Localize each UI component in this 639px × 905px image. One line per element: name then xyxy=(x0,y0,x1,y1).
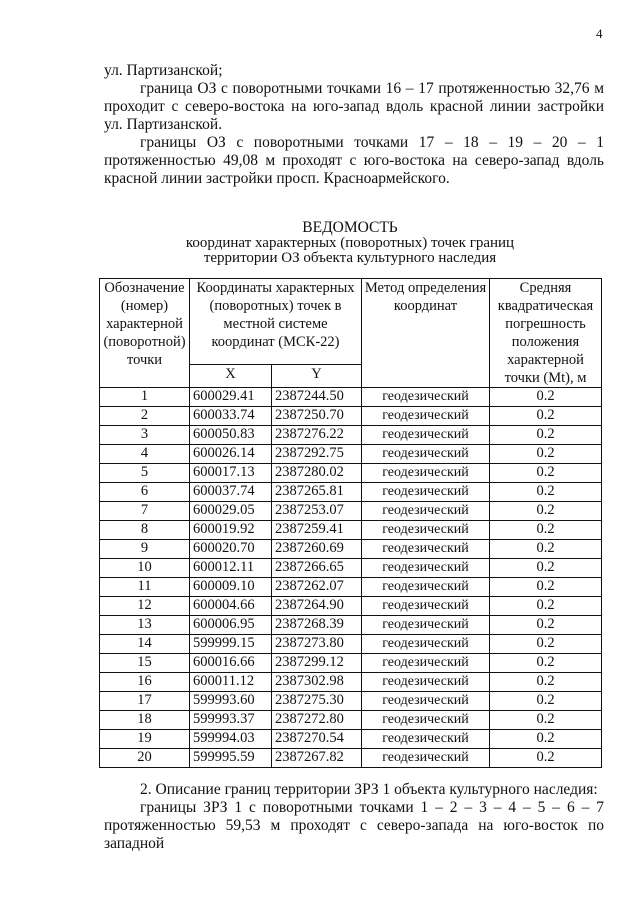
cell-y: 2387275.30 xyxy=(272,692,362,711)
cell-x: 599995.59 xyxy=(190,749,272,768)
cell-x: 600029.05 xyxy=(190,502,272,521)
cell-method: геодезический xyxy=(362,730,490,749)
cell-y: 2387262.07 xyxy=(272,578,362,597)
cell-point: 20 xyxy=(100,749,190,768)
cell-x: 600033.74 xyxy=(190,407,272,426)
table-row xyxy=(100,635,602,654)
cell-point: 10 xyxy=(100,559,190,578)
cell-x: 600037.74 xyxy=(190,483,272,502)
cell-method: геодезический xyxy=(362,559,490,578)
cell-y: 2387276.22 xyxy=(272,426,362,445)
page-number: 4 xyxy=(596,26,603,41)
cell-error: 0.2 xyxy=(490,597,602,616)
cell-x: 600012.11 xyxy=(190,559,272,578)
table-row xyxy=(100,597,602,616)
cell-error: 0.2 xyxy=(490,654,602,673)
cell-x: 600026.14 xyxy=(190,445,272,464)
cell-y: 2387265.81 xyxy=(272,483,362,502)
cell-x: 599999.15 xyxy=(190,635,272,654)
cell-x: 599994.03 xyxy=(190,730,272,749)
cell-y: 2387272.80 xyxy=(272,711,362,730)
cell-point: 12 xyxy=(100,597,190,616)
cell-point: 15 xyxy=(100,654,190,673)
cell-point: 7 xyxy=(100,502,190,521)
cell-error: 0.2 xyxy=(490,445,602,464)
cell-method: геодезический xyxy=(362,407,490,426)
cell-error: 0.2 xyxy=(490,730,602,749)
cell-x: 600006.95 xyxy=(190,616,272,635)
cell-point: 1 xyxy=(100,388,190,407)
statement-title: ВЕДОМОСТЬ xyxy=(302,219,398,236)
coordinates-table xyxy=(99,278,602,768)
cell-x: 600004.66 xyxy=(190,597,272,616)
cell-y: 2387266.65 xyxy=(272,559,362,578)
table-row xyxy=(100,578,602,597)
table-row xyxy=(100,464,602,483)
table-row xyxy=(100,616,602,635)
cell-x: 600016.66 xyxy=(190,654,272,673)
cell-y: 2387259.41 xyxy=(272,521,362,540)
cell-method: геодезический xyxy=(362,673,490,692)
statement-subtitle-2: территории ОЗ объекта культурного наследия xyxy=(203,250,497,266)
cell-error: 0.2 xyxy=(490,635,602,654)
table-row xyxy=(100,502,602,521)
cell-y: 2387302.98 xyxy=(272,673,362,692)
cell-y: 2387253.07 xyxy=(272,502,362,521)
cell-error: 0.2 xyxy=(490,388,602,407)
cell-x: 600009.10 xyxy=(190,578,272,597)
cell-point: 14 xyxy=(100,635,190,654)
cell-error: 0.2 xyxy=(490,578,602,597)
cell-error: 0.2 xyxy=(490,616,602,635)
cell-point: 3 xyxy=(100,426,190,445)
table-row xyxy=(100,388,602,407)
cell-method: геодезический xyxy=(362,578,490,597)
cell-x: 600029.41 xyxy=(190,388,272,407)
cell-error: 0.2 xyxy=(490,711,602,730)
cell-y: 2387292.75 xyxy=(272,445,362,464)
cell-point: 4 xyxy=(100,445,190,464)
intro-paragraph-3: границы ОЗ с поворотными точками 17 – 18 – 19 – 20 – 1 протяженностью 49,08 м проходят с юго-востока на северо-запад вдоль красной линии застройки просп. Красноармейского. xyxy=(104,134,604,187)
cell-point: 11 xyxy=(100,578,190,597)
table-row xyxy=(100,445,602,464)
header-y: Y xyxy=(272,365,362,388)
header-error: Средняя квадратическая погрешность положения характерной точки (Mt), м xyxy=(490,279,602,388)
cell-x: 600017.13 xyxy=(190,464,272,483)
intro-text xyxy=(104,62,604,188)
header-x: X xyxy=(190,365,272,388)
cell-method: геодезический xyxy=(362,749,490,768)
table-row xyxy=(100,749,602,768)
cell-method: геодезический xyxy=(362,597,490,616)
intro-line-1: ул. Партизанской; xyxy=(104,62,223,79)
statement-heading xyxy=(100,219,600,266)
cell-y: 2387267.82 xyxy=(272,749,362,768)
cell-x: 600020.70 xyxy=(190,540,272,559)
coordinates-table-body xyxy=(100,388,602,768)
cell-y: 2387244.50 xyxy=(272,388,362,407)
outro-text xyxy=(104,781,604,853)
cell-error: 0.2 xyxy=(490,692,602,711)
cell-method: геодезический xyxy=(362,692,490,711)
table-row xyxy=(100,673,602,692)
cell-y: 2387280.02 xyxy=(272,464,362,483)
cell-x: 600050.83 xyxy=(190,426,272,445)
table-row xyxy=(100,407,602,426)
cell-x: 600011.12 xyxy=(190,673,272,692)
cell-y: 2387299.12 xyxy=(272,654,362,673)
cell-x: 600019.92 xyxy=(190,521,272,540)
table-row xyxy=(100,540,602,559)
table-row xyxy=(100,426,602,445)
cell-method: геодезический xyxy=(362,464,490,483)
cell-x: 599993.60 xyxy=(190,692,272,711)
cell-error: 0.2 xyxy=(490,407,602,426)
header-point: Обозначение (номер) характерной (поворотной) точки xyxy=(100,279,190,388)
header-coordinates: Координаты характерных (поворотных) точек в местной системе координат (МСК-22) xyxy=(190,279,362,365)
cell-y: 2387250.70 xyxy=(272,407,362,426)
cell-point: 5 xyxy=(100,464,190,483)
table-row xyxy=(100,654,602,673)
cell-point: 19 xyxy=(100,730,190,749)
cell-point: 8 xyxy=(100,521,190,540)
cell-point: 16 xyxy=(100,673,190,692)
cell-x: 599993.37 xyxy=(190,711,272,730)
intro-paragraph-2: граница ОЗ с поворотными точками 16 – 17 протяженностью 32,76 м проходит с северо-востока на юго-запад вдоль красной линии застройки ул. Партизанской. xyxy=(104,80,604,133)
cell-error: 0.2 xyxy=(490,521,602,540)
header-method: Метод определения координат xyxy=(362,279,490,388)
cell-method: геодезический xyxy=(362,654,490,673)
cell-error: 0.2 xyxy=(490,559,602,578)
cell-method: геодезический xyxy=(362,445,490,464)
cell-error: 0.2 xyxy=(490,502,602,521)
cell-method: геодезический xyxy=(362,616,490,635)
cell-method: геодезический xyxy=(362,540,490,559)
cell-error: 0.2 xyxy=(490,464,602,483)
table-row xyxy=(100,692,602,711)
cell-error: 0.2 xyxy=(490,540,602,559)
cell-method: геодезический xyxy=(362,483,490,502)
statement-subtitle-1: координат характерных (поворотных) точек границ xyxy=(185,235,515,251)
cell-point: 17 xyxy=(100,692,190,711)
outro-paragraph-2: границы ЗРЗ 1 с поворотными точками 1 – 2 – 3 – 4 – 5 – 6 – 7 протяженностью 59,53 м проходят с северо-запада на юго-восток по западной xyxy=(104,799,604,852)
cell-y: 2387264.90 xyxy=(272,597,362,616)
cell-y: 2387273.80 xyxy=(272,635,362,654)
table-row xyxy=(100,521,602,540)
cell-method: геодезический xyxy=(362,635,490,654)
cell-method: геодезический xyxy=(362,521,490,540)
cell-point: 13 xyxy=(100,616,190,635)
cell-y: 2387260.69 xyxy=(272,540,362,559)
cell-point: 18 xyxy=(100,711,190,730)
cell-method: геодезический xyxy=(362,426,490,445)
table-row xyxy=(100,483,602,502)
table-row xyxy=(100,730,602,749)
cell-method: геодезический xyxy=(362,711,490,730)
cell-y: 2387270.54 xyxy=(272,730,362,749)
cell-error: 0.2 xyxy=(490,426,602,445)
cell-error: 0.2 xyxy=(490,749,602,768)
cell-method: геодезический xyxy=(362,502,490,521)
outro-paragraph-1: 2. Описание границ территории ЗРЗ 1 объекта культурного наследия: xyxy=(140,781,598,798)
cell-point: 6 xyxy=(100,483,190,502)
cell-error: 0.2 xyxy=(490,673,602,692)
cell-method: геодезический xyxy=(362,388,490,407)
cell-point: 9 xyxy=(100,540,190,559)
cell-point: 2 xyxy=(100,407,190,426)
cell-error: 0.2 xyxy=(490,483,602,502)
table-row xyxy=(100,711,602,730)
cell-y: 2387268.39 xyxy=(272,616,362,635)
table-row xyxy=(100,559,602,578)
